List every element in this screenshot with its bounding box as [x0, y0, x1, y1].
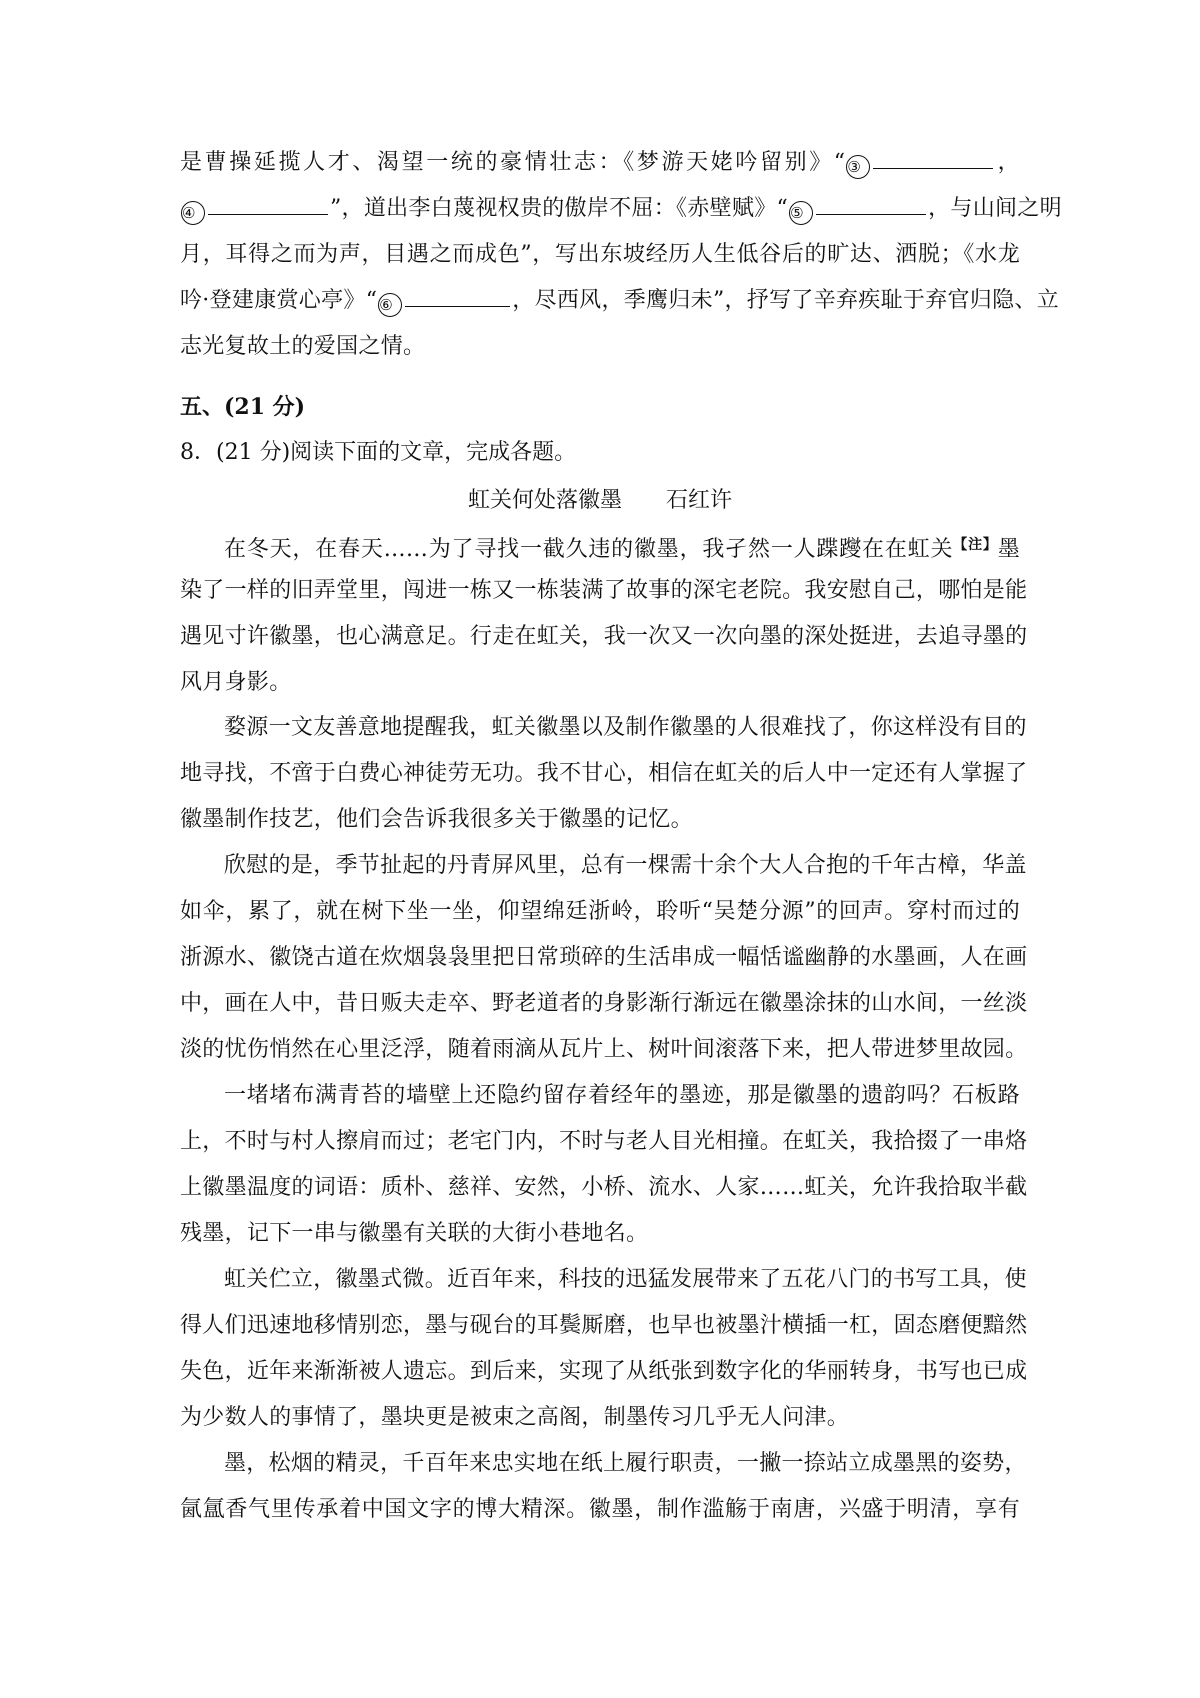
article-paragraph-2 [180, 705, 1028, 843]
paragraph-line: 风月身影。 [180, 670, 292, 695]
poem-text: 是曹操延揽人才、渴望一统的豪情壮志：《梦游天姥吟留别》“ [180, 150, 846, 175]
poem-line-2 [180, 186, 1062, 232]
paragraph-line: 婺源一文友善意地提醒我，虹关徽墨以及制作徽墨的人很难找了，你这样没有目的 [224, 715, 1027, 740]
poem-line-3: 月，耳得之而为声，目遇之而成色”，写出东坡经历人生低谷后的旷达、洒脱；《水龙 [180, 242, 1020, 267]
paragraph-line: 为少数人的事情了，墨块更是被束之高阁，制墨传习几乎无人问津。 [180, 1405, 850, 1430]
paragraph-line: 得人们迅速地移情别恋，墨与砚台的耳鬓厮磨，也早也被墨汁横插一杠，固态磨便黯然 [180, 1313, 1028, 1338]
article-paragraph-6 [180, 1441, 1027, 1533]
paragraph-line: 浙源水、徽饶古道在炊烟袅袅里把日常琐碎的生活串成一幅恬谧幽静的水墨画，人在画 [180, 945, 1028, 970]
paragraph-line: 上徽墨温度的词语：质朴、慈祥、安然，小桥、流水、人家……虹关，允许我拾取半截 [180, 1175, 1028, 1200]
article-author: 石红许 [666, 488, 733, 513]
article-paragraph-4 [180, 1073, 1028, 1257]
paragraph-line: 欣慰的是，季节扯起的丹青屏风里，总有一棵需十余个大人合抱的千年古樟，华盖 [224, 853, 1027, 878]
paragraph-line: 上，不时与村人擦肩而过；老宅门内，不时与老人目光相撞。在虹关，我拾掇了一串烙 [180, 1129, 1028, 1154]
poem-text: ”，道出李白蔑视权贵的傲岸不屈：《赤壁赋》“ [330, 196, 789, 221]
paragraph-line: 失色，近年来渐渐被人遗忘。到后来，实现了从纸张到数字化的华丽转身，书写也已成 [180, 1359, 1028, 1384]
paragraph-line: 残墨，记下一串与徽墨有关联的大街小巷地名。 [180, 1221, 649, 1246]
answer-blank-4[interactable] [208, 192, 328, 215]
poem-line-5: 志光复故土的爱国之情。 [180, 334, 426, 359]
poem-text: ，与山间之明 [928, 196, 1062, 221]
article-paragraph-1 [180, 522, 1028, 706]
paragraph-line: 氤氲香气里传承着中国文字的博大精深。徽墨，制作滥觞于南唐，兴盛于明清，享有 [180, 1497, 1020, 1522]
paragraph-line: 淡的忧伤悄然在心里泛浮，随着雨滴从瓦片上、树叶间滚落下来，把人带进梦里故园。 [180, 1037, 1028, 1062]
article-title: 虹关何处落徽墨 [467, 488, 622, 513]
paragraph-line: 虹关伫立，徽墨式微。近百年来，科技的迅猛发展带来了五花八门的书写工具，使 [224, 1267, 1027, 1292]
article-paragraph-5 [180, 1257, 1028, 1441]
circled-number-3: ③ [846, 155, 870, 179]
answer-blank-5[interactable] [816, 192, 926, 215]
paragraph-line: 一堵堵布满青苔的墙壁上还隐约留存着经年的墨迹，那是徽墨的遗韵吗？石板路 [224, 1083, 1020, 1108]
paragraph-line: 地寻找，不啻于白费心神徒劳无功。我不甘心，相信在虹关的后人中一定还有人掌握了 [180, 761, 1028, 786]
poem-text: ， [995, 150, 1020, 175]
poem-fill-paragraph [180, 140, 1062, 370]
answer-blank-3[interactable] [873, 146, 993, 169]
circled-number-4: ④ [181, 201, 205, 225]
paragraph-line: 染了一样的旧弄堂里，闯进一栋又一栋装满了故事的深宅老院。我安慰自己，哪怕是能 [180, 578, 1028, 603]
poem-text: ，尽西风，季鹰归未”，抒写了辛弃疾耻于弃官归隐、立 [512, 288, 1059, 313]
article-title-line [180, 478, 1020, 524]
paragraph-line: 如伞，累了，就在树下坐一坐，仰望绵廷浙岭，聆听“吴楚分源”的回声。穿村而过的 [180, 899, 1020, 924]
poem-line-1 [180, 140, 1020, 186]
paragraph-text: 墨 [997, 537, 1020, 562]
article-paragraph-3 [180, 843, 1028, 1073]
paragraph-line [180, 522, 1020, 568]
note-marker[interactable]: 【注】 [953, 537, 998, 553]
paragraph-text: 在冬天，在春天……为了寻找一截久违的徽墨，我孑然一人蹀躞在在虹关 [224, 537, 954, 562]
section-heading: 五、(21 分) [180, 394, 306, 420]
answer-blank-6[interactable] [405, 284, 510, 307]
paragraph-line: 遇见寸许徽墨，也心满意足。行走在虹关，我一次又一次向墨的深处挺进，去追寻墨的 [180, 624, 1028, 649]
paragraph-line: 徽墨制作技艺，他们会告诉我很多关于徽墨的记忆。 [180, 807, 693, 832]
paragraph-line: 中，画在人中，昔日贩夫走卒、野老道者的身影渐行渐远在徽墨涂抹的山水间，一丝淡 [180, 991, 1028, 1016]
circled-number-6: ⑥ [378, 293, 402, 317]
poem-line-4 [180, 278, 1059, 324]
circled-number-5: ⑤ [789, 201, 813, 225]
poem-text: 吟·登建康赏心亭》“ [180, 288, 378, 313]
question-prompt: 8．(21 分)阅读下面的文章，完成各题。 [180, 440, 577, 465]
paragraph-line: 墨，松烟的精灵，千百年来忠实地在纸上履行职责，一撇一捺站立成墨黑的姿势， [224, 1451, 1027, 1476]
